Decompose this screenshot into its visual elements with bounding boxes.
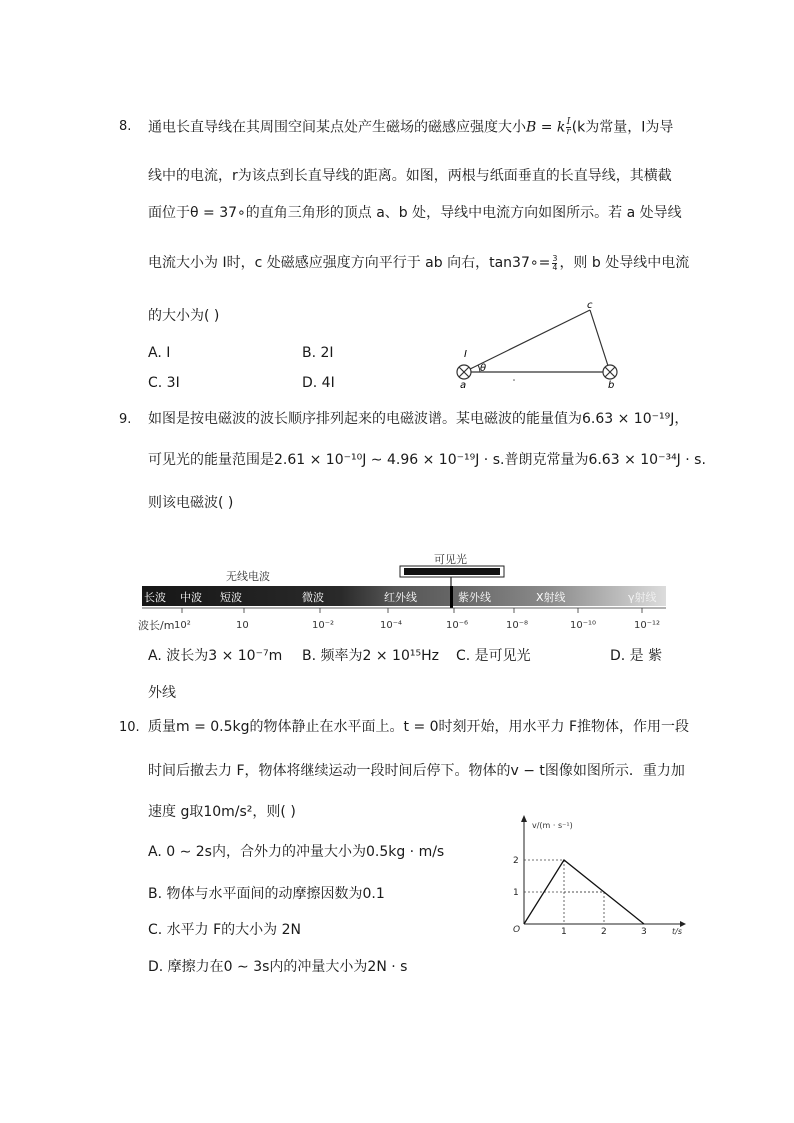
label-b: b — [608, 380, 615, 391]
q10-option-b: B. 物体与水平面间的动摩擦因数为0.1 — [148, 886, 385, 902]
q9-option-b: B. 频率为2 × 10¹⁵Hz — [302, 648, 439, 664]
dot-mark — [513, 379, 515, 381]
q8-fraction-denominator: r — [566, 127, 571, 137]
spectrum-tick-label-2: 10⁻² — [312, 620, 335, 631]
wire-b-cross-icon — [603, 365, 617, 379]
em-spectrum-figure — [138, 548, 668, 636]
q8-formula-fraction — [566, 118, 570, 137]
q10-line-2: 时间后撤去力 F，物体将继续运动一段时间后停下。物体的v − t图像如图所示．重力加 — [148, 763, 685, 779]
q8-line-1-text: 通电长直导线在其周围空间某点处产生磁场的磁感应强度大小 — [148, 119, 526, 136]
label-I: I — [464, 349, 467, 360]
t-axis-label: t/s — [672, 927, 682, 936]
spectrum-tick-label-0: 10² — [174, 620, 191, 631]
spectrum-tick-label-1: 10 — [236, 620, 249, 631]
label-theta: θ — [480, 363, 487, 374]
x-tick-label-1: 1 — [561, 927, 567, 937]
q10-option-a: A. 0 ∼ 2s内，合外力的冲量大小为0.5kg · m/s — [148, 844, 445, 860]
q8-option-c: C. 3I — [148, 375, 180, 391]
x-tick-label-2: 2 — [601, 927, 607, 937]
band-label-0: 长波 — [144, 591, 166, 604]
q8-fraction-numerator: I — [566, 117, 571, 127]
spectrum-ticks — [174, 608, 660, 631]
spectrum-tick-label-6: 10⁻¹⁰ — [570, 620, 597, 631]
q8-line-3: 面位于θ = 37∘的直角三角形的顶点 a、b 处，导线中电流方向如图所示。若 a 处导线 — [148, 205, 682, 221]
spectrum-tick-label-3: 10⁻⁴ — [380, 620, 403, 631]
y-tick-label-2: 2 — [513, 856, 519, 866]
q8-formula-b: B = k — [526, 119, 566, 136]
v-axis-arrow-icon — [521, 815, 527, 822]
q8-option-d: D. 4I — [302, 375, 335, 391]
band-label-1: 中波 — [180, 591, 202, 604]
wavelength-axis-label: 波长/m — [138, 619, 175, 632]
q10-option-d: D. 摩擦力在0 ∼ 3s内的冲量大小为2N · s — [148, 959, 408, 975]
question-10-number: 10. — [119, 720, 140, 735]
radio-wave-label: 无线电波 — [226, 570, 270, 583]
q8-tan-numerator: 3 — [552, 253, 558, 263]
question-8-number: 8. — [119, 119, 132, 134]
q8-line-4-text: 电流大小为 I时，c 处磁感应强度方向平行于 ab 向右，tan37∘= — [148, 255, 551, 271]
label-c: c — [587, 300, 593, 311]
q9-line-2: 可见光的能量范围是2.61 × 10⁻¹⁰J ∼ 4.96 × 10⁻¹⁹J · s.普朗克常量为6.63 × 10⁻³⁴J · s. — [148, 452, 706, 468]
question-9-number: 9. — [119, 412, 132, 427]
v-axis-label: v/(m · s⁻¹) — [532, 821, 573, 830]
q8-tan-denominator: 4 — [552, 262, 558, 272]
x-tick-label-3: 3 — [641, 927, 647, 937]
label-a: a — [460, 380, 467, 391]
q8-line-1-tail: (k为常量，I为导 — [571, 119, 674, 136]
spectrum-tick-label-4: 10⁻⁶ — [446, 620, 469, 631]
wire-a-cross-icon — [457, 365, 471, 379]
band-label-4: 红外线 — [384, 591, 417, 604]
q10-option-c: C. 水平力 F的大小为 2N — [148, 922, 302, 938]
visible-bar — [404, 568, 500, 575]
v-t-graph — [510, 812, 690, 938]
q8-line-4 — [148, 254, 689, 272]
y-tick-label-1: 1 — [513, 888, 519, 898]
origin-label: O — [513, 925, 521, 935]
q10-line-1: 质量m = 0.5kg的物体静止在水平面上。t = 0时刻开始，用水平力 F推物体，作用一段 — [148, 719, 690, 735]
q8-tan-fraction — [552, 255, 557, 272]
q9-option-a: A. 波长为3 × 10⁻⁷m — [148, 648, 283, 664]
visible-light-label: 可见光 — [434, 553, 467, 566]
q8-triangle-figure — [450, 300, 625, 392]
spectrum-tick-label-7: 10⁻¹² — [634, 620, 661, 631]
q9-option-d: D. 是 紫 — [610, 648, 663, 664]
band-label-6: X射线 — [536, 591, 566, 604]
triangle-side-cb — [590, 310, 610, 372]
band-label-7: γ射线 — [628, 591, 657, 604]
band-label-2: 短波 — [220, 591, 242, 604]
q8-line-2: 线中的电流，r为该点到长直导线的距离。如图，两根与纸面垂直的长直导线，其横截 — [148, 168, 672, 184]
q9-option-c: C. 是可见光 — [456, 648, 531, 664]
v-t-marks — [513, 856, 647, 937]
q9-option-d-wrap: 外线 — [148, 685, 176, 701]
band-label-5: 紫外线 — [458, 591, 491, 604]
q8-line-5: 的大小为( ) — [148, 308, 220, 324]
spectrum-tick-label-5: 10⁻⁸ — [506, 620, 529, 631]
q8-line-1 — [148, 118, 673, 137]
q9-line-1: 如图是按电磁波的波长顺序排列起来的电磁波谱。某电磁波的能量值为6.63 × 10⁻¹⁹J， — [148, 411, 689, 427]
band-label-3: 微波 — [302, 591, 324, 604]
q8-line-4-tail: ，则 b 处导线中电流 — [559, 255, 690, 271]
q8-option-b: B. 2I — [302, 345, 334, 361]
q10-line-3: 速度 g取10m/s²，则( ) — [148, 804, 296, 820]
q9-line-3: 则该电磁波( ) — [148, 495, 234, 511]
visible-marker — [450, 586, 453, 608]
q8-option-a: A. I — [148, 345, 171, 361]
